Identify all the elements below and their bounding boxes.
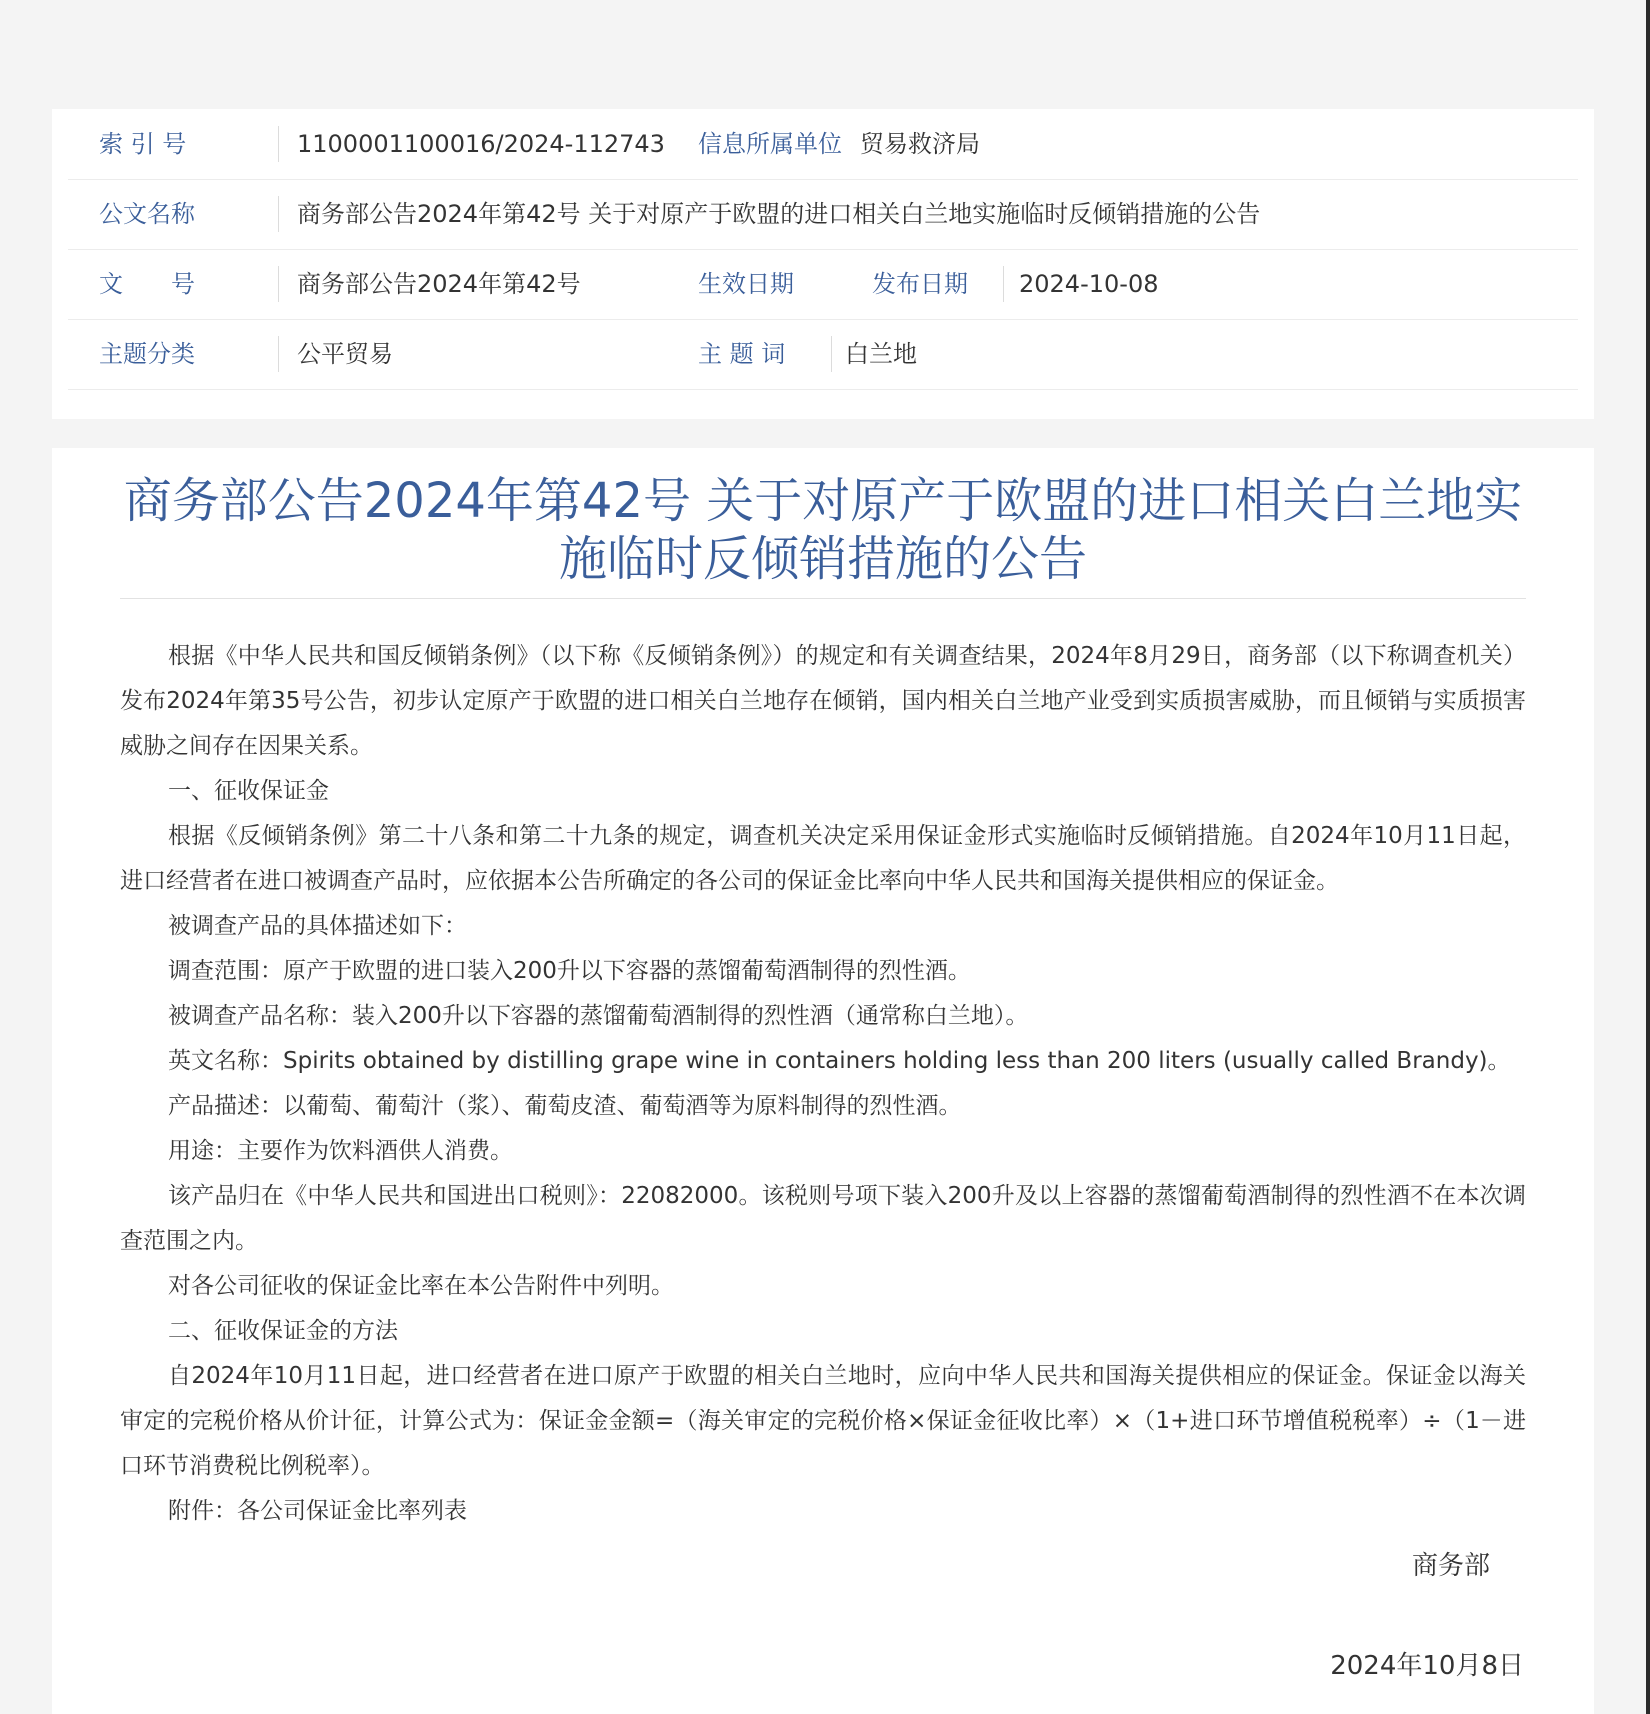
index-value: 1100001100016/2024-112743 xyxy=(297,130,665,158)
attachment-note: 附件：各公司保证金比率列表 xyxy=(168,1498,467,1524)
paragraph: 产品描述：以葡萄、葡萄汁（浆）、葡萄皮渣、葡萄酒等为原料制得的烈性酒。 xyxy=(168,1093,962,1119)
paragraph: 对各公司征收的保证金比率在本公告附件中列明。 xyxy=(168,1273,674,1299)
paragraph: 用途：主要作为饮料酒供人消费。 xyxy=(168,1138,513,1164)
doc-name-label: 公文名称 xyxy=(99,200,195,228)
effective-date-label: 生效日期 xyxy=(698,270,794,298)
paragraph: 调查范围：原产于欧盟的进口装入200升以下容器的蒸馏葡萄酒制得的烈性酒。 xyxy=(168,958,971,984)
divider xyxy=(831,336,832,372)
meta-row-doc-name xyxy=(68,179,1578,250)
category-value: 公平贸易 xyxy=(297,340,393,368)
document-panel xyxy=(52,448,1594,1714)
window-edge xyxy=(1646,0,1650,1714)
divider xyxy=(278,126,279,162)
divider xyxy=(278,336,279,372)
paragraph: 根据《反倾销条例》第二十八条和第二十九条的规定，调查机关决定采用保证金形式实施临时反倾销措施。自2024年10月11日起，进口经营者在进口被调查产品时，应依据本公告所确定的各公司的保证金比率向中华人民共和国海关提供相应的保证金。 xyxy=(120,823,1526,894)
paragraph: 该产品归在《中华人民共和国进出口税则》：22082000。该税则号项下装入200升及以上容器的蒸馏葡萄酒制得的烈性酒不在本次调查范围之内。 xyxy=(120,1183,1526,1254)
metadata-panel xyxy=(52,109,1594,419)
unit-value: 贸易救济局 xyxy=(860,130,980,158)
title-divider xyxy=(120,598,1526,599)
section-heading: 二、征收保证金的方法 xyxy=(168,1318,398,1344)
doc-name-value: 商务部公告2024年第42号 关于对原产于欧盟的进口相关白兰地实施临时反倾销措施的公告 xyxy=(297,200,1261,228)
section-heading: 一、征收保证金 xyxy=(168,778,329,804)
index-label: 索 引 号 xyxy=(99,130,187,158)
paragraph: 根据《中华人民共和国反倾销条例》（以下称《反倾销条例》）的规定和有关调查结果，2024年8月29日，商务部（以下称调查机关）发布2024年第35号公告，初步认定原产于欧盟的进口相关白兰地存在倾销，国内相关白兰地产业受到实质损害威胁，而且倾销与实质损害威胁之间存在因果关系。 xyxy=(120,643,1526,759)
keyword-value: 白兰地 xyxy=(845,340,917,368)
divider xyxy=(278,196,279,232)
meta-row-doc-no xyxy=(68,249,1578,320)
publish-date-value: 2024-10-08 xyxy=(1019,270,1159,298)
signer: 商务部 xyxy=(1411,1551,1490,1581)
paragraph: 英文名称：Spirits obtained by distilling grape wine in containers holding less than 200 liters (usually called Brandy)。 xyxy=(168,1048,1511,1074)
publish-date-label: 发布日期 xyxy=(872,270,968,298)
sign-date: 2024年10月8日 xyxy=(1330,1651,1524,1681)
doc-no-value: 商务部公告2024年第42号 xyxy=(297,270,581,298)
meta-row-category xyxy=(68,319,1578,390)
doc-no-label: 文 号 xyxy=(99,270,195,298)
paragraph: 被调查产品名称：装入200升以下容器的蒸馏葡萄酒制得的烈性酒（通常称白兰地）。 xyxy=(168,1003,1029,1029)
paragraph: 被调查产品的具体描述如下： xyxy=(168,913,467,939)
paragraph: 自2024年10月11日起，进口经营者在进口原产于欧盟的相关白兰地时，应向中华人民共和国海关提供相应的保证金。保证金以海关审定的完税价格从价计征，计算公式为：保证金金额=（海关审定的完税价格×保证金征收比率）×（1+进口环节增值税税率）÷（1－进口环节消费税比例税率）。 xyxy=(120,1363,1526,1479)
category-label: 主题分类 xyxy=(99,340,195,368)
keyword-label: 主 题 词 xyxy=(698,340,786,368)
divider xyxy=(1003,266,1004,302)
divider xyxy=(278,266,279,302)
unit-label: 信息所属单位 xyxy=(698,130,842,158)
document-body xyxy=(120,634,1526,1534)
meta-row-index xyxy=(68,109,1578,180)
document-title: 商务部公告2024年第42号 关于对原产于欧盟的进口相关白兰地实施临时反倾销措施的公告 xyxy=(123,473,1523,587)
